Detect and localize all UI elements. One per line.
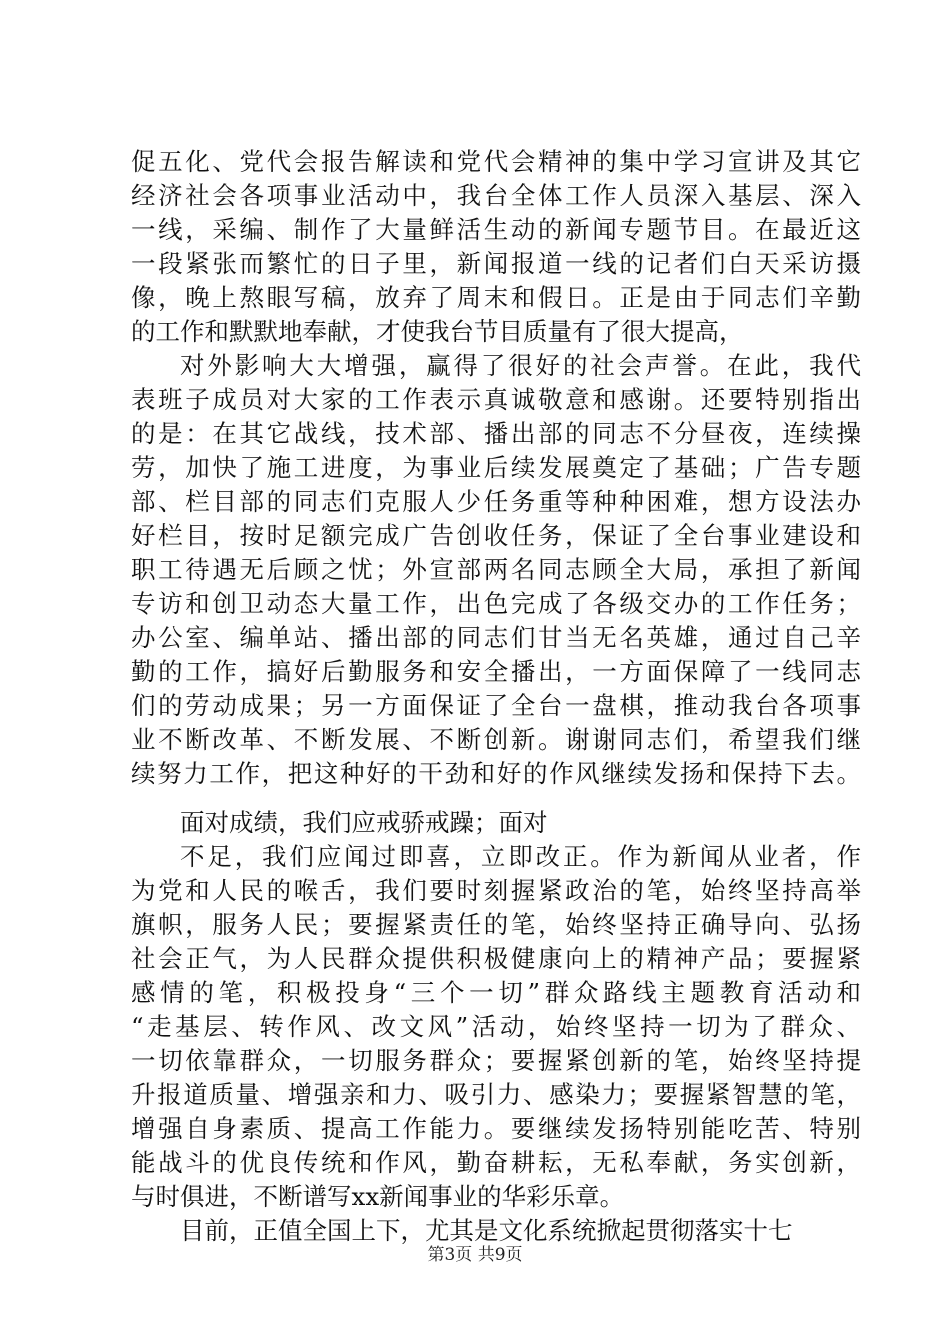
- text-line: 劳，加快了施工进度，为事业后续发展奠定了基础；广告专题: [131, 453, 861, 482]
- text-line: 像，晚上熬眼写稿，放弃了周末和假日。正是由于同志们辛勤: [131, 283, 861, 312]
- text-line: 一段紧张而繁忙的日子里，新闻报道一线的记者们白天采访摄: [131, 249, 861, 278]
- text-line: 一切依靠群众，一切服务群众；要握紧创新的笔，始终坚持提: [131, 1046, 861, 1075]
- text-line: 经济社会各项事业活动中，我台全体工作人员深入基层、深入: [131, 181, 861, 210]
- text-line: 表班子成员对大家的工作表示真诚敬意和感谢。还要特别指出: [131, 385, 861, 414]
- page-footer: 第3页 共9页: [427, 1245, 523, 1265]
- text-line: 专访和创卫动态大量工作，出色完成了各级交办的工作任务；: [131, 589, 861, 618]
- text-line: 升报道质量、增强亲和力、吸引力、感染力；要握紧智慧的笔，: [131, 1080, 861, 1109]
- text-line: 续努力工作，把这种好的干劲和好的作风继续发扬和保持下去。: [131, 759, 861, 788]
- text-line: 职工待遇无后顾之忧；外宣部两名同志顾全大局，承担了新闻: [131, 555, 861, 584]
- text-line: 能战斗的优良传统和作风，勤奋耕耘，无私奉献，务实创新，: [131, 1148, 861, 1177]
- text-line: 目前，正值全国上下，尤其是文化系统掀起贯彻落实十七: [180, 1216, 793, 1245]
- text-line: 的工作和默默地奉献，才使我台节目质量有了很大提高，: [131, 317, 744, 346]
- text-line: 促五化、党代会报告解读和党代会精神的集中学习宣讲及其它: [131, 147, 861, 176]
- text-line: 增强自身素质、提高工作能力。要继续发扬特别能吃苦、特别: [131, 1114, 861, 1143]
- text-line: 们的劳动成果；另一方面保证了全台一盘棋，推动我台各项事: [131, 691, 861, 720]
- text-line: 好栏目，按时足额完成广告创收任务，保证了全台事业建设和: [131, 521, 861, 550]
- text-line: 勤的工作，搞好后勤服务和安全播出，一方面保障了一线同志: [131, 657, 861, 686]
- text-line: 一线，采编、制作了大量鲜活生动的新闻专题节目。在最近这: [131, 215, 861, 244]
- text-line: 为党和人民的喉舌，我们要时刻握紧政治的笔，始终坚持高举: [131, 876, 861, 905]
- text-line: 感情的笔，积极投身“三个一切”群众路线主题教育活动和: [131, 978, 861, 1007]
- text-line: 面对成绩，我们应戒骄戒躁；面对: [180, 808, 548, 837]
- text-line: “走基层、转作风、改文风”活动，始终坚持一切为了群众、: [131, 1012, 861, 1041]
- text-line: 对外影响大大增强，赢得了很好的社会声誉。在此，我代: [180, 351, 861, 380]
- text-line: 业不断改革、不断发展、不断创新。谢谢同志们，希望我们继: [131, 725, 861, 754]
- text-line: 部、栏目部的同志们克服人少任务重等种种困难，想方设法办: [131, 487, 861, 516]
- text-line: 与时俱进，不断谱写xx新闻事业的华彩乐章。: [131, 1182, 625, 1211]
- text-line: 的是：在其它战线，技术部、播出部的同志不分昼夜，连续操: [131, 419, 861, 448]
- text-line: 不足，我们应闻过即喜，立即改正。作为新闻从业者，作: [180, 842, 861, 871]
- text-line: 社会正气，为人民群众提供积极健康向上的精神产品；要握紧: [131, 944, 861, 973]
- text-line: 旗帜，服务人民；要握紧责任的笔，始终坚持正确导向、弘扬: [131, 910, 861, 939]
- text-line: 办公室、编单站、播出部的同志们甘当无名英雄，通过自己辛: [131, 623, 861, 652]
